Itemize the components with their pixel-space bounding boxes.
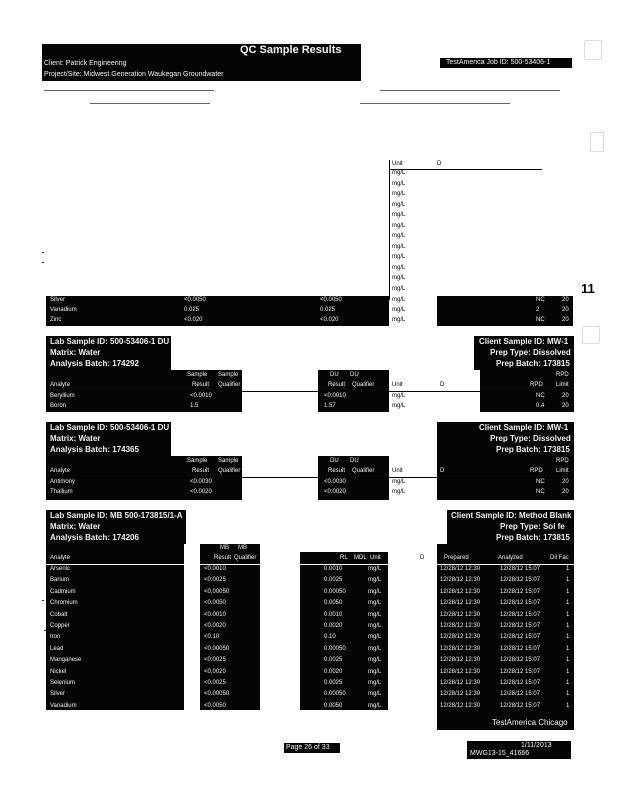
mb-result: <0.0020 [204, 623, 226, 629]
doc-code: MWG13-15_41666 [470, 750, 530, 757]
du2-h-limit: Limit [556, 468, 569, 474]
mb-result: <0.0010 [204, 566, 226, 572]
du-result: <0.0030 [190, 479, 212, 485]
mb-dil: 1 [566, 600, 570, 607]
mb-h-mb: MB [220, 545, 229, 551]
tail-limit: 20 [562, 317, 569, 323]
mb-analyte: Barium [50, 577, 70, 584]
page-title: QC Sample Results [240, 44, 342, 56]
mb-prep-batch: Prep Batch: 173815 [496, 533, 570, 542]
mb-result: <0.0050 [204, 600, 226, 607]
mb-dil: 1 [566, 702, 570, 709]
mb-rl: 0.0050 [324, 702, 343, 709]
mb-dil: 1 [566, 611, 570, 618]
mb-analyzed: 12/28/12 15:07 [500, 566, 541, 572]
faint-rule [44, 90, 214, 91]
du2-h-d: D [440, 468, 445, 474]
du-analyte: Thallium [50, 489, 73, 495]
mb-analyzed: 12/28/12 15:07 [500, 645, 541, 652]
mb-dil: 1 [566, 634, 570, 641]
tail-bar-right [437, 296, 573, 326]
mb-result: <0.0020 [204, 668, 226, 675]
tail-analyte: Zinc [50, 317, 62, 323]
du-rpd: NC [536, 489, 545, 495]
mb-h-unit: Unit [370, 555, 381, 561]
du1-h-limit: Limit [556, 382, 569, 388]
mb-dil: 1 [566, 577, 570, 584]
mb-rl: 0.0010 [324, 566, 343, 572]
d-col-header: D [437, 161, 442, 167]
du1-h-du: DU [330, 372, 339, 378]
unit-col-header: Unit [392, 161, 403, 167]
mb-result: <0.0025 [204, 657, 226, 664]
tail-unit: mg/L [392, 297, 406, 303]
du-unit: mg/L [392, 479, 406, 485]
unit-cell: mg/L [392, 180, 406, 187]
scan-mark [590, 132, 604, 152]
mb-analyte: Chromium [50, 600, 78, 607]
mb-rl: 0.0010 [324, 611, 343, 618]
mb-analyzed: 12/28/12 15:07 [500, 702, 541, 709]
du1-lab-id: Lab Sample ID: 500-53406-1 DU [50, 337, 170, 346]
mb-rl: 0.0025 [324, 680, 343, 686]
mb-unit: mg/L [368, 577, 382, 584]
faint-rule [380, 90, 560, 91]
mb-prepared: 12/28/12 12:30 [440, 623, 481, 629]
mb-rl: 0.0050 [324, 600, 343, 607]
du1-h-d: D [440, 382, 445, 388]
unit-cell: mg/L [392, 285, 406, 292]
mb-analyzed: 12/28/12 15:07 [500, 668, 541, 675]
mb-analyzed: 12/28/12 15:07 [500, 577, 541, 584]
du2-h-du: DU [330, 458, 339, 464]
du1-h-du-result: Result [328, 382, 346, 388]
mb-analyzed: 12/28/12 15:07 [500, 691, 541, 698]
mb-client-id: Client Sample ID: Method Blank [451, 511, 572, 520]
mb-result: <0.0050 [204, 702, 226, 709]
du2-prep-batch: Prep Batch: 173815 [496, 445, 570, 454]
mb-h-result: Result [214, 555, 232, 561]
mb-unit: mg/L [368, 645, 382, 652]
mb-result: <0.00050 [204, 691, 230, 698]
unit-cell: mg/L [392, 212, 406, 218]
mb-analyzed: 12/28/12 15:07 [500, 588, 541, 595]
du1-h-sample: Sample [187, 372, 208, 378]
mb-unit: mg/L [368, 702, 382, 709]
tail-analyte: Vanadium [50, 307, 77, 313]
mb-result: <0.10 [204, 634, 220, 641]
du1-h-unit: Unit [392, 382, 403, 388]
mb-analyzed: 12/28/12 15:07 [500, 657, 541, 664]
du1-h-rpd: RPD [556, 372, 569, 378]
mb-result: <0.00050 [204, 645, 230, 652]
du-analyte: Beryllium [50, 393, 75, 399]
mb-lab-id: Lab Sample ID: MB 500-173815/1-A [50, 511, 183, 520]
mb-prepared: 12/28/12 12:30 [440, 691, 481, 698]
mb-analyzed: 12/28/12 15:07 [500, 680, 541, 686]
page-number: Page 26 of 33 [286, 744, 330, 751]
mb-unit: mg/L [368, 600, 382, 607]
du2-rule [46, 477, 574, 478]
faint-rule [360, 103, 510, 104]
mb-matrix: Matrix: Water [50, 522, 101, 531]
mb-unit: mg/L [368, 657, 382, 664]
mb-analyte: Nickel [50, 668, 67, 675]
footer-date: 1/11/2013 [521, 742, 552, 749]
mb-prepared: 12/28/12 12:30 [440, 566, 481, 572]
du2-matrix: Matrix: Water [50, 434, 101, 443]
mb-dil: 1 [566, 645, 570, 652]
mb-result: <0.0025 [204, 680, 226, 686]
tail-unit: mg/L [392, 317, 406, 323]
speckle [42, 600, 44, 601]
mb-analyte: Cadmium [50, 588, 76, 595]
tail-unit: mg/L [392, 307, 406, 313]
unit-cell: mg/L [392, 201, 406, 208]
du-unit: mg/L [392, 393, 406, 399]
mb-batch: Analysis Batch: 174206 [50, 533, 139, 542]
tail-rpd: 2 [536, 307, 540, 313]
tail-rpd: NC [536, 297, 545, 303]
mb-rl: 0.0020 [324, 668, 343, 675]
mb-prepared: 12/28/12 12:30 [440, 577, 481, 584]
mb-rl: 0.0025 [324, 657, 343, 664]
du2-h-du2: DU [350, 458, 359, 464]
du2-h-qual: Qualifier [218, 468, 241, 474]
mb-prepared: 12/28/12 12:30 [440, 657, 481, 664]
faint-rule [90, 103, 210, 104]
du-du: <0.0030 [324, 479, 346, 485]
mb-prepared: 12/28/12 12:30 [440, 645, 481, 652]
du1-matrix: Matrix: Water [50, 348, 101, 357]
mb-h-mdl: MDL [354, 555, 367, 561]
du-rpd: 0.4 [536, 403, 545, 409]
du2-h-rpd: RPD [556, 458, 569, 464]
mb-unit: mg/L [368, 634, 382, 641]
side-tab: 11 [581, 281, 595, 296]
du1-prep-batch: Prep Batch: 173815 [496, 359, 570, 368]
mb-unit: mg/L [368, 566, 382, 572]
mb-analyte: Vanadium [50, 702, 77, 709]
du-rpd: NC [536, 393, 545, 399]
unit-cell: mg/L [392, 264, 406, 271]
job-id: TestAmerica Job ID: 500-53406-1 [446, 59, 551, 66]
mb-dil: 1 [566, 588, 570, 595]
speckle [44, 630, 46, 631]
du2-h-du-qual: Qualifier [352, 468, 375, 474]
mb-rl: 0.0025 [324, 577, 343, 584]
du1-h-du-qual: Qualifier [352, 382, 375, 388]
mb-rl: 0.00050 [324, 645, 346, 652]
du1-h-rpd2: RPD [530, 382, 543, 388]
du-limit: 20 [562, 479, 569, 485]
column-divider [389, 160, 390, 300]
mb-analyte: Copper [50, 623, 70, 629]
mb-h-analyzed: Analyzed [498, 555, 523, 561]
du2-prep-type: Prep Type: Dissolved [490, 434, 571, 443]
du-rpd: NC [536, 479, 545, 485]
mb-h-analyte: Analyte [50, 555, 71, 561]
du2-h-unit: Unit [392, 468, 403, 474]
mb-prepared: 12/28/12 12:30 [440, 588, 481, 595]
du2-batch: Analysis Batch: 174365 [50, 445, 139, 454]
mb-analyzed: 12/28/12 15:07 [500, 634, 541, 641]
mb-result: <0.0010 [204, 611, 226, 618]
mb-prepared: 12/28/12 12:30 [440, 680, 481, 686]
mb-unit: mg/L [368, 668, 382, 675]
du2-lab-id: Lab Sample ID: 500-53406-1 DU [50, 423, 170, 432]
mb-unit: mg/L [368, 588, 382, 595]
du-result: <0.0020 [190, 489, 212, 495]
speckle [42, 262, 44, 263]
tail-dup: <0.020 [320, 317, 339, 323]
mb-rl: 0.00050 [324, 588, 346, 595]
mb-prepared: 12/28/12 12:30 [440, 702, 481, 709]
mb-prepared: 12/28/12 12:30 [440, 668, 481, 675]
du-analyte: Antimony [50, 479, 76, 485]
mb-h-prepared: Prepared [444, 555, 469, 561]
mb-rule [46, 564, 574, 565]
mb-analyte: Lead [50, 645, 64, 652]
du-analyte: Boron [50, 403, 67, 409]
unit-cell: mg/L [392, 233, 406, 239]
mb-rl: 0.0020 [324, 623, 343, 629]
mb-dil: 1 [566, 680, 570, 686]
tail-dup: <0.0050 [320, 297, 342, 303]
scan-mark [582, 326, 600, 344]
du-limit: 20 [562, 393, 569, 399]
mb-dil: 1 [566, 657, 570, 664]
du2-h-rpd2: RPD [530, 468, 543, 474]
unit-cell: mg/L [392, 275, 406, 281]
mb-dil: 1 [566, 668, 570, 675]
tail-analyte: Silver [50, 297, 66, 303]
du-limit: 20 [562, 489, 569, 495]
du-unit: mg/L [392, 403, 406, 409]
du2-h-analyte: Analyte [50, 468, 71, 474]
du1-h-analyte: Analyte [50, 382, 71, 388]
footer-brand: TestAmerica Chicago [492, 718, 568, 727]
mb-unit: mg/L [368, 611, 382, 618]
du-result: 1.5 [190, 403, 199, 409]
du1-h-du2: DU [350, 372, 359, 378]
du2-client-id: Client Sample ID: MW-1 [479, 423, 569, 432]
du1-prep-type: Prep Type: Dissolved [490, 348, 571, 357]
tail-result: 0.025 [184, 307, 200, 313]
mb-h-qual: Qualifier [234, 555, 257, 561]
tail-limit: 20 [562, 297, 569, 303]
client-name: Client: Patrick Engineering [44, 60, 127, 67]
du1-rule [46, 391, 574, 392]
tail-limit: 20 [562, 307, 569, 313]
du1-client-id: Client Sample ID: MW-1 [479, 337, 569, 346]
mb-dil: 1 [566, 623, 570, 629]
speckle [42, 252, 44, 253]
unit-cell: mg/L [392, 170, 406, 176]
mb-dil: 1 [566, 566, 570, 572]
tail-rpd: NC [536, 317, 545, 323]
mb-analyzed: 12/28/12 15:07 [500, 600, 541, 607]
mb-h-dilfac: Dil Fac [550, 555, 569, 561]
du2-h-sample2: Sample [218, 458, 239, 464]
mb-analyte: Arsenic [50, 566, 71, 572]
unit-column [392, 170, 405, 296]
du2-h-sample: Sample [187, 458, 208, 464]
unit-cell: mg/L [392, 222, 406, 229]
mb-unit: mg/L [368, 691, 382, 698]
mb-analyzed: 12/28/12 15:07 [500, 611, 541, 618]
mb-prep-type: Prep Type: Sol fe [500, 522, 565, 531]
mb-analyte: Iron [50, 634, 61, 641]
mb-analyzed: 12/28/12 15:07 [500, 623, 541, 629]
du-du: <0.0010 [324, 393, 346, 399]
tail-dup: 0.025 [320, 307, 336, 313]
mb-rl: 0.00050 [324, 691, 346, 698]
mb-analyte: Cobalt [50, 611, 68, 618]
du-unit: mg/L [392, 489, 406, 495]
mb-h-d: D [420, 555, 425, 561]
du1-h-qual: Qualifier [218, 382, 241, 388]
unit-cell: mg/L [392, 254, 406, 260]
unit-cell: mg/L [392, 243, 406, 250]
mb-rl: 0.10 [324, 634, 336, 641]
mb-prepared: 12/28/12 12:30 [440, 634, 481, 641]
du1-batch: Analysis Batch: 174292 [50, 359, 139, 368]
mb-prepared: 12/28/12 12:30 [440, 600, 481, 607]
du-du: 1.57 [324, 403, 336, 409]
mb-result: <0.00050 [204, 588, 230, 595]
du-limit: 20 [562, 403, 569, 409]
tail-result: <0.020 [184, 317, 203, 323]
mb-analyte: Manganese [50, 657, 82, 664]
project-site: Project/Site: Midwest Generation Waukegan Groundwater [44, 71, 224, 78]
du2-head-a [46, 456, 242, 500]
du1-h-sample2: Sample [218, 372, 239, 378]
unit-cell: mg/L [392, 191, 406, 197]
tail-result: <0.0050 [184, 297, 206, 303]
du1-h-result: Result [192, 382, 210, 388]
mb-analyte: Silver [50, 691, 66, 698]
mb-analyte: Selenium [50, 680, 76, 686]
mb-h-rl: RL [340, 555, 348, 561]
mb-result: <0.0025 [204, 577, 226, 584]
mb-unit: mg/L [368, 623, 382, 629]
mb-unit: mg/L [368, 680, 382, 686]
du2-h-result: Result [192, 468, 210, 474]
mb-dil: 1 [566, 691, 570, 698]
header-rule [390, 169, 542, 170]
mb-h-mb2: MB [238, 545, 247, 551]
mb-prepared: 12/28/12 12:30 [440, 611, 481, 618]
du-du: <0.0020 [324, 489, 346, 495]
scan-mark [584, 40, 602, 60]
du2-h-du-result: Result [328, 468, 346, 474]
du-result: <0.0010 [190, 393, 212, 399]
